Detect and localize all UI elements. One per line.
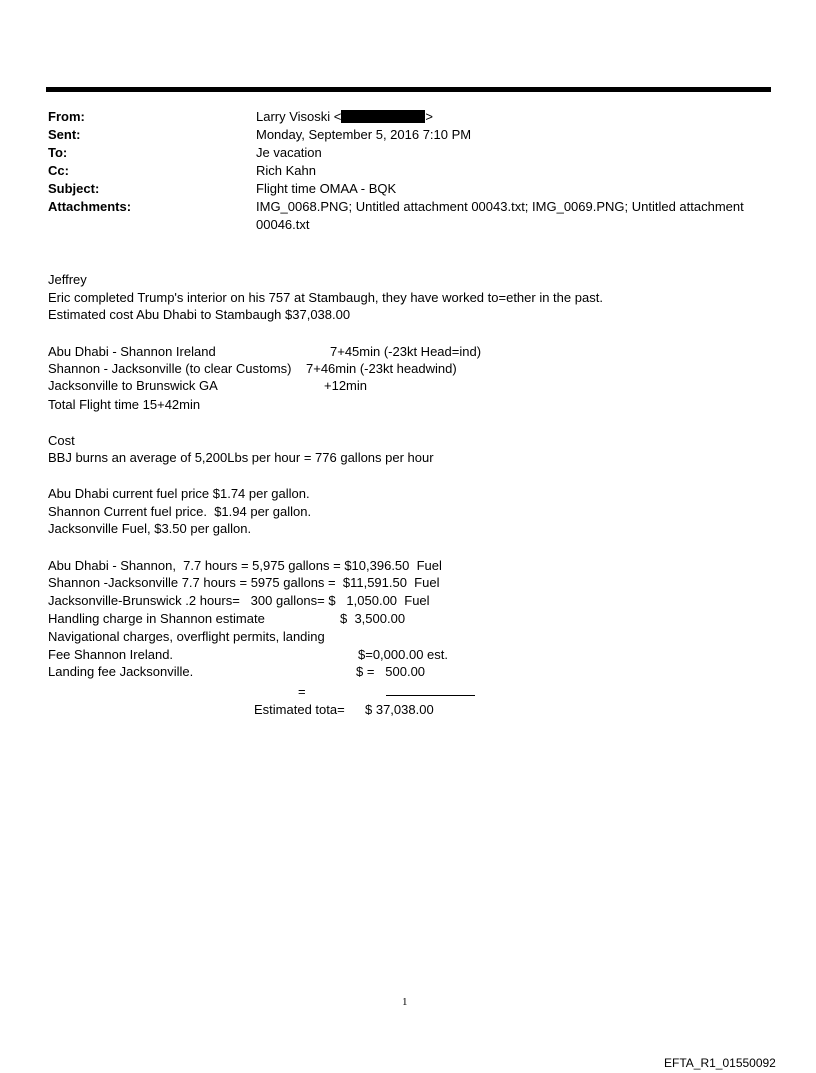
leg-route: Jacksonville to Brunswick GA — [48, 378, 218, 393]
from-label: From: — [48, 109, 85, 124]
attachments-label: Attachments: — [48, 199, 132, 214]
page-number: 1 — [402, 996, 408, 1008]
from-close: > — [425, 109, 433, 124]
intro-line-1: Eric completed Trump's interior on his 757 at Stambaugh, they have worked to=ether in the past. — [48, 290, 603, 305]
leg-route: Abu Dhabi - Shannon Ireland — [48, 344, 216, 359]
equals-sign: = — [298, 684, 306, 699]
fuel-price-line: Shannon Current fuel price. $1.94 per gallon. — [48, 504, 312, 519]
subject-label: Subject: — [48, 181, 100, 196]
cc-label: Cc: — [48, 163, 69, 178]
total-flight-time: Total Flight time 15+42min — [48, 397, 201, 412]
leg-time: 7+45min (-23kt Head=ind) — [330, 344, 482, 359]
fuel-cost-line: Shannon -Jacksonville 7.7 hours = 5975 gallons = $11,591.50 Fuel — [48, 575, 440, 590]
handling-value: $ 3,500.00 — [340, 611, 406, 626]
greeting: Jeffrey — [48, 272, 87, 287]
landing-fee-label: Landing fee Jacksonville. — [48, 664, 194, 679]
total-value: $ 37,038.00 — [365, 702, 434, 717]
attachments-line-1: IMG_0068.PNG; Untitled attachment 00043.txt; IMG_0069.PNG; Untitled attachment — [256, 199, 744, 214]
document-id: EFTA_R1_01550092 — [664, 1056, 776, 1070]
subject-value: Flight time OMAA - BQK — [256, 181, 397, 196]
fuel-price-line: Abu Dhabi current fuel price $1.74 per gallon. — [48, 486, 310, 501]
attachments-line-2: 00046.txt — [256, 217, 310, 232]
fuel-cost-line: Jacksonville-Brunswick .2 hours= 300 gallons= $ 1,050.00 Fuel — [48, 593, 430, 608]
fuel-price-line: Jacksonville Fuel, $3.50 per gallon. — [48, 521, 252, 536]
leg-time: +12min — [324, 378, 367, 393]
cost-heading: Cost — [48, 433, 75, 448]
handling-label: Handling charge in Shannon estimate — [48, 611, 265, 626]
header-rule — [46, 87, 771, 92]
fuel-burn-line: BBJ burns an average of 5,200Lbs per hour = 776 gallons per hour — [48, 450, 434, 465]
leg-time: 7+46min (-23kt headwind) — [306, 361, 457, 376]
intro-line-2: Estimated cost Abu Dhabi to Stambaugh $37,038.00 — [48, 307, 351, 322]
from-name: Larry Visoski < — [256, 109, 342, 124]
to-label: To: — [48, 145, 68, 160]
from-value — [256, 108, 766, 126]
sent-label: Sent: — [48, 127, 81, 142]
attachments-value — [256, 198, 766, 234]
cc-value: Rich Kahn — [256, 163, 316, 178]
landing-fee-value: $ = 500.00 — [356, 664, 426, 679]
fee-shannon-label: Fee Shannon Ireland. — [48, 647, 174, 662]
sent-value: Monday, September 5, 2016 7:10 PM — [256, 127, 472, 142]
redaction-box — [341, 110, 425, 123]
to-value: Je vacation — [256, 145, 322, 160]
fee-shannon-value: $=0,000.00 est. — [358, 647, 448, 662]
navigation-charges-line: Navigational charges, overflight permits, landing — [48, 629, 325, 644]
sum-underline — [386, 695, 475, 696]
fuel-cost-line: Abu Dhabi - Shannon, 7.7 hours = 5,975 gallons = $10,396.50 Fuel — [48, 558, 442, 573]
leg-route: Shannon - Jacksonville (to clear Customs) — [48, 361, 292, 376]
total-label: Estimated tota= — [254, 702, 345, 717]
